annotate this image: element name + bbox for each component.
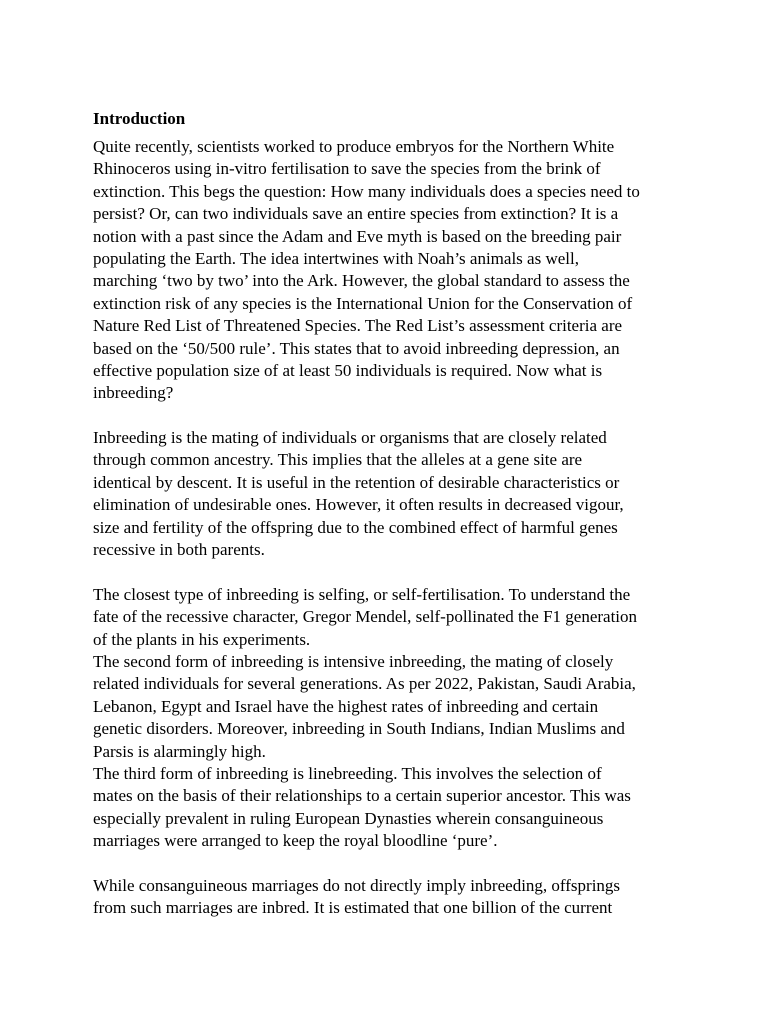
paragraph-spacer: [93, 853, 693, 875]
text-line: Parsis is alarmingly high.: [93, 741, 266, 761]
paragraph-consanguineous-marriages: [93, 875, 693, 920]
text-line: extinction. This begs the question: How many individuals does a species need to: [93, 181, 640, 201]
text-line: Inbreeding is the mating of individuals or organisms that are closely related: [93, 428, 607, 448]
paragraph-inbreeding-definition: [93, 427, 693, 561]
text-line: Rhinoceros using in-vitro fertilisation to save the species from the brink of: [93, 159, 601, 179]
text-line: elimination of undesirable ones. However, it often results in decreased vigour,: [93, 495, 624, 515]
paragraph-spacer: [93, 561, 693, 583]
text-line: extinction risk of any species is the International Union for the Conservation of: [93, 293, 633, 313]
text-line: The closest type of inbreeding is selfing, or self-fertilisation. To understand the: [93, 584, 631, 604]
text-line: genetic disorders. Moreover, inbreeding in South Indians, Indian Muslims and: [93, 719, 625, 739]
section-heading: Introduction: [93, 109, 186, 128]
text-line: especially prevalent in ruling European Dynasties wherein consanguineous: [93, 808, 604, 828]
paragraph-linebreeding: [93, 763, 693, 853]
text-line: persist? Or, can two individuals save an entire species from extinction? It is a: [93, 204, 619, 224]
text-line: marching ‘two by two’ into the Ark. However, the global standard to assess the: [93, 271, 630, 291]
paragraph-spacer: [93, 405, 693, 427]
text-line: populating the Earth. The idea intertwines with Noah’s animals as well,: [93, 248, 579, 268]
paragraph-selfing: [93, 584, 693, 651]
text-line: fate of the recessive character, Gregor Mendel, self-pollinated the F1 generation: [93, 607, 638, 627]
text-line: While consanguineous marriages do not directly imply inbreeding, offsprings: [93, 875, 621, 895]
text-line: from such marriages are inbred. It is estimated that one billion of the current: [93, 898, 613, 918]
text-line: The third form of inbreeding is linebreeding. This involves the selection of: [93, 763, 602, 783]
text-line: effective population size of at least 50 individuals is required. Now what is: [93, 360, 603, 380]
text-line: Nature Red List of Threatened Species. The Red List’s assessment criteria are: [93, 316, 623, 336]
text-line: based on the ‘50/500 rule’. This states that to avoid inbreeding depression, an: [93, 338, 620, 358]
text-line: recessive in both parents.: [93, 540, 265, 560]
text-line: The second form of inbreeding is intensive inbreeding, the mating of closely: [93, 651, 614, 671]
text-line: Quite recently, scientists worked to produce embryos for the Northern White: [93, 137, 615, 156]
text-line: size and fertility of the offspring due to the combined effect of harmful genes: [93, 517, 618, 537]
text-line: Lebanon, Egypt and Israel have the highest rates of inbreeding and certain: [93, 696, 599, 716]
text-line: inbreeding?: [93, 383, 174, 403]
text-line: notion with a past since the Adam and Eve myth is based on the breeding pair: [93, 226, 622, 246]
text-line: through common ancestry. This implies that the alleles at a gene site are: [93, 450, 583, 470]
paragraph-intensive-inbreeding: [93, 651, 693, 763]
paragraph-intro: [93, 136, 693, 405]
text-line: of the plants in his experiments.: [93, 629, 311, 649]
text-line: mates on the basis of their relationships to a certain superior ancestor. This was: [93, 786, 631, 806]
document-page: [93, 108, 693, 920]
text-line: marriages were arranged to keep the royal bloodline ‘pure’.: [93, 831, 498, 851]
text-line: identical by descent. It is useful in the retention of desirable characteristics or: [93, 472, 620, 492]
text-line: related individuals for several generations. As per 2022, Pakistan, Saudi Arabia,: [93, 674, 636, 694]
